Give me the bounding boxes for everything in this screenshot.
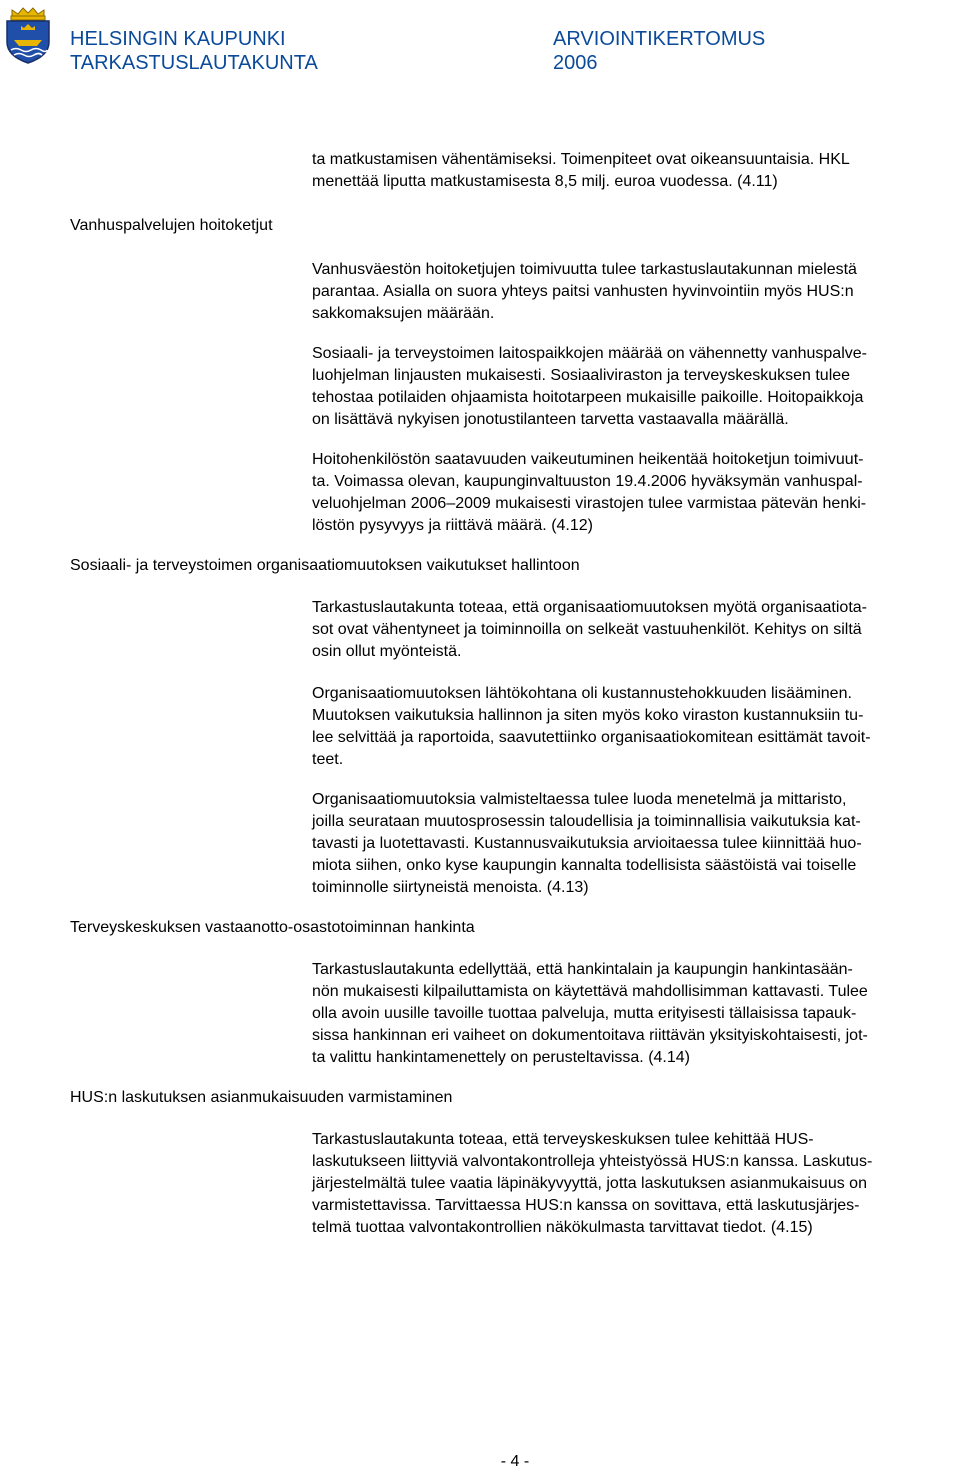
text-line: järjestelmältä tulee vaatia läpinäkyvyyttä, jotta laskutuksen asianmukaisuus on bbox=[312, 1175, 867, 1192]
header-city: HELSINGIN KAUPUNKI bbox=[70, 28, 286, 50]
text-line: ta valittu hankintamenettely on perusteltavissa. (4.14) bbox=[312, 1049, 690, 1066]
header-organization bbox=[70, 27, 318, 75]
header-board: TARKASTUSLAUTAKUNTA bbox=[70, 52, 318, 74]
text-line: Hoitohenkilöstön saatavuuden vaikeutuminen heikentää hoitoketjun toimivuut- bbox=[312, 451, 864, 468]
text-line: Tarkastuslautakunta toteaa, että organisaatiomuutoksen myötä organisaatiota- bbox=[312, 599, 867, 616]
intro-paragraph bbox=[312, 149, 952, 193]
text-line: Tarkastuslautakunta edellyttää, että hankintalain ja kaupungin hankintasään- bbox=[312, 961, 853, 978]
text-line: osin ollut myönteistä. bbox=[312, 643, 462, 660]
text-line: sakkomaksujen määrään. bbox=[312, 305, 495, 322]
text-line: parantaa. Asialla on suora yhteys paitsi vanhusten hyvinvointiin myös HUS:n bbox=[312, 283, 854, 300]
text-line: tavasti ja luotettavasti. Kustannusvaikutuksia arvioitaessa tulee kiinnittää huo- bbox=[312, 835, 862, 852]
text-line: luohjelman linjausten mukaisesti. Sosiaaliviraston ja terveyskeskuksen tulee bbox=[312, 367, 851, 384]
text-line: lee selvittää ja raportoida, saavutettiinko organisaatiokomitean esittämät tavoit- bbox=[312, 729, 871, 746]
procurement-paragraph bbox=[312, 959, 952, 1069]
text-line: toiminnolle siirtyneistä menoista. (4.13) bbox=[312, 879, 589, 896]
elderly-paragraph-1 bbox=[312, 259, 952, 325]
text-line: joilla seurataan muutosprosessin taloudellisia ja toiminnallisia vaikutuksia kat- bbox=[312, 813, 861, 830]
elderly-paragraph-2 bbox=[312, 343, 952, 431]
text-line: miota siihen, onko kyse kaupungin kannalta todellisista säästöistä vai toiselle bbox=[312, 857, 857, 874]
helsinki-coat-of-arms-icon bbox=[4, 6, 52, 64]
text-line: on lisättävä nykyisen jonotustilanteen tarvetta vastaavalla määrällä. bbox=[312, 411, 789, 428]
section-heading-organisation-change: Sosiaali- ja terveystoimen organisaatiomuutoksen vaikutukset hallintoon bbox=[70, 557, 580, 574]
text-line: nön mukaisesti kilpailuttamista on käytettävä mahdollisimman kattavasti. Tulee bbox=[312, 983, 868, 1000]
crest-svg bbox=[4, 6, 52, 64]
text-line: sissa hankinnan eri vaiheet on dokumentoitava riittävän yksityiskohtaisesti, jot- bbox=[312, 1027, 868, 1044]
section-heading-procurement: Terveyskeskuksen vastaanotto-osastotoiminnan hankinta bbox=[70, 919, 475, 936]
hus-paragraph bbox=[312, 1129, 952, 1239]
text-line: Organisaatiomuutoksen lähtökohtana oli kustannustehokkuuden lisääminen. bbox=[312, 685, 852, 702]
text-line: ta matkustamisen vähentämiseksi. Toimenpiteet ovat oikeansuuntaisia. HKL bbox=[312, 151, 850, 168]
text-line: Muutoksen vaikutuksia hallinnon ja siten myös koko viraston kustannuksiin tu- bbox=[312, 707, 864, 724]
org-paragraph-1 bbox=[312, 597, 952, 663]
org-paragraph-2 bbox=[312, 683, 952, 771]
text-line: varmistettavissa. Tarvittaessa HUS:n kanssa on sovittava, että laskutusjärjes- bbox=[312, 1197, 860, 1214]
text-line: löstön pysyvyys ja riittävä määrä. (4.12) bbox=[312, 517, 593, 534]
text-line: olla avoin uusille tavoille tuottaa palveluja, mutta erityisesti tällaisissa tapauk- bbox=[312, 1005, 857, 1022]
text-line: menettää liputta matkustamisesta 8,5 milj. euroa vuodessa. (4.11) bbox=[312, 173, 778, 190]
header-report-year: 2006 bbox=[553, 52, 598, 74]
section-heading-elderly-care: Vanhuspalvelujen hoitoketjut bbox=[70, 217, 273, 234]
text-line: Vanhusväestön hoitoketjujen toimivuutta tulee tarkastuslautakunnan mielestä bbox=[312, 261, 857, 278]
text-line: ta. Voimassa olevan, kaupunginvaltuuston 19.4.2006 hyväksymän vanhuspal- bbox=[312, 473, 863, 490]
text-line: Sosiaali- ja terveystoimen laitospaikkojen määrää on vähennetty vanhuspalve- bbox=[312, 345, 867, 362]
text-line: Organisaatiomuutoksia valmisteltaessa tulee luoda menetelmä ja mittaristo, bbox=[312, 791, 847, 808]
header-report bbox=[553, 27, 765, 75]
elderly-paragraph-3 bbox=[312, 449, 952, 537]
text-line: telmä tuottaa valvontakontrollien näkökulmasta tarvittavat tiedot. (4.15) bbox=[312, 1219, 813, 1236]
page-number: - 4 - bbox=[500, 1453, 530, 1470]
text-line: Tarkastuslautakunta toteaa, että terveyskeskuksen tulee kehittää HUS- bbox=[312, 1131, 814, 1148]
section-heading-hus-billing: HUS:n laskutuksen asianmukaisuuden varmistaminen bbox=[70, 1089, 453, 1106]
text-line: laskutukseen liittyviä valvontakontrolleja yhteistyössä HUS:n kanssa. Laskutus- bbox=[312, 1153, 873, 1170]
text-line: teet. bbox=[312, 751, 344, 768]
text-line: sot ovat vähentyneet ja toiminnoilla on selkeät vastuuhenkilöt. Kehitys on siltä bbox=[312, 621, 862, 638]
org-paragraph-3 bbox=[312, 789, 952, 899]
header-report-title: ARVIOINTIKERTOMUS bbox=[553, 28, 766, 50]
text-line: veluohjelman 2006‒2009 mukaisesti virastojen tulee varmistaa pätevän henki- bbox=[312, 495, 867, 512]
text-line: tehostaa potilaiden ohjaamista hoitotarpeen mukaisille paikoille. Hoitopaikkoja bbox=[312, 389, 864, 406]
